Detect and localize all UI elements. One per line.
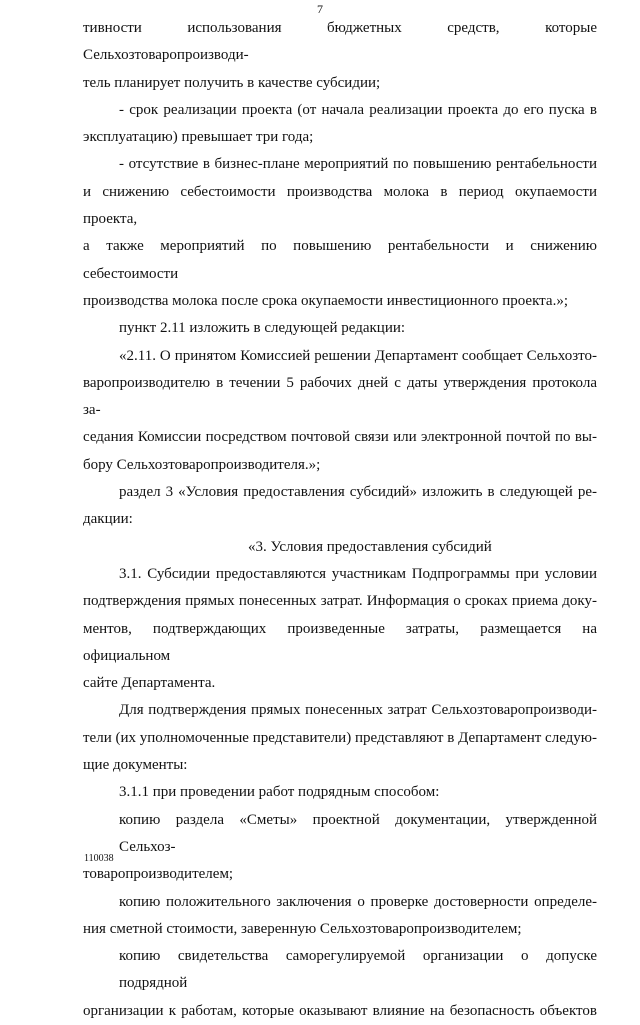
text-line: дакции: <box>83 511 133 528</box>
document-code: 110038 <box>84 853 114 864</box>
section-heading: «3. Условия предоставления субсидий <box>248 538 492 555</box>
text-line: тель планирует получить в качестве субсидии; <box>83 74 381 91</box>
text-line: производства молока после срока окупаемости инвестиционного проекта.»; <box>83 292 568 309</box>
text-line: сайте Департамента. <box>83 675 216 692</box>
text-line: ния сметной стоимости, заверенную Сельхозтоваропроизводителем; <box>83 920 522 937</box>
text-line: и снижению себестоимости производства молока в период окупаемости проекта, <box>83 183 597 228</box>
text-line: тели (их уполномоченные представители) представляют в Департамент следую- <box>83 729 597 746</box>
page-number: 7 <box>317 2 323 16</box>
text-line: седания Комиссии посредством почтовой связи или электронной почтой по вы- <box>83 429 597 446</box>
text-line: пункт 2.11 изложить в следующей редакции: <box>119 320 406 337</box>
text-line: - срок реализации проекта (от начала реализации проекта до его пуска в <box>119 101 597 118</box>
text-line: организации к работам, которые оказывают влияние на безопасность объектов <box>83 1002 597 1019</box>
document-body <box>83 15 597 1025</box>
text-line: копию свидетельства саморегулируемой организации о допуске подрядной <box>119 948 597 992</box>
text-line: - отсутствие в бизнес-плане мероприятий по повышению рентабельности <box>119 156 597 173</box>
text-line: копию положительного заключения о проверке достоверности определе- <box>119 893 597 910</box>
text-line: 3.1. Субсидии предоставляются участникам Подпрограммы при условии <box>119 565 597 582</box>
text-line: тивности использования бюджетных средств, которые Сельхозтоваропроизводи- <box>83 20 597 64</box>
text-line: а также мероприятий по повышению рентабельности и снижению себестоимости <box>83 238 597 282</box>
text-line: Для подтверждения прямых понесенных затрат Сельхозтоваропроизводи- <box>119 702 597 719</box>
text-line: щие документы: <box>83 757 188 774</box>
text-line: эксплуатацию) превышает три года; <box>83 129 314 146</box>
text-line: бору Сельхозтоваропроизводителя.»; <box>83 456 321 473</box>
text-line: копию раздела «Сметы» проектной документации, утвержденной Сельхоз- <box>119 811 597 855</box>
text-line: раздел 3 «Условия предоставления субсидий» изложить в следующей ре- <box>119 484 597 501</box>
text-line: 3.1.1 при проведении работ подрядным способом: <box>119 784 440 801</box>
text-line: товаропроизводителем; <box>83 866 234 883</box>
text-line: варопроизводителю в течении 5 рабочих дней с даты утверждения протокола за- <box>83 374 597 419</box>
text-line: подтверждения прямых понесенных затрат. Информация о сроках приема доку- <box>83 593 597 610</box>
text-line: «2.11. О принятом Комиссией решении Департамент сообщает Сельхозто- <box>119 347 597 364</box>
text-line: ментов, подтверждающих произведенные затраты, размещается на официальном <box>83 620 597 664</box>
